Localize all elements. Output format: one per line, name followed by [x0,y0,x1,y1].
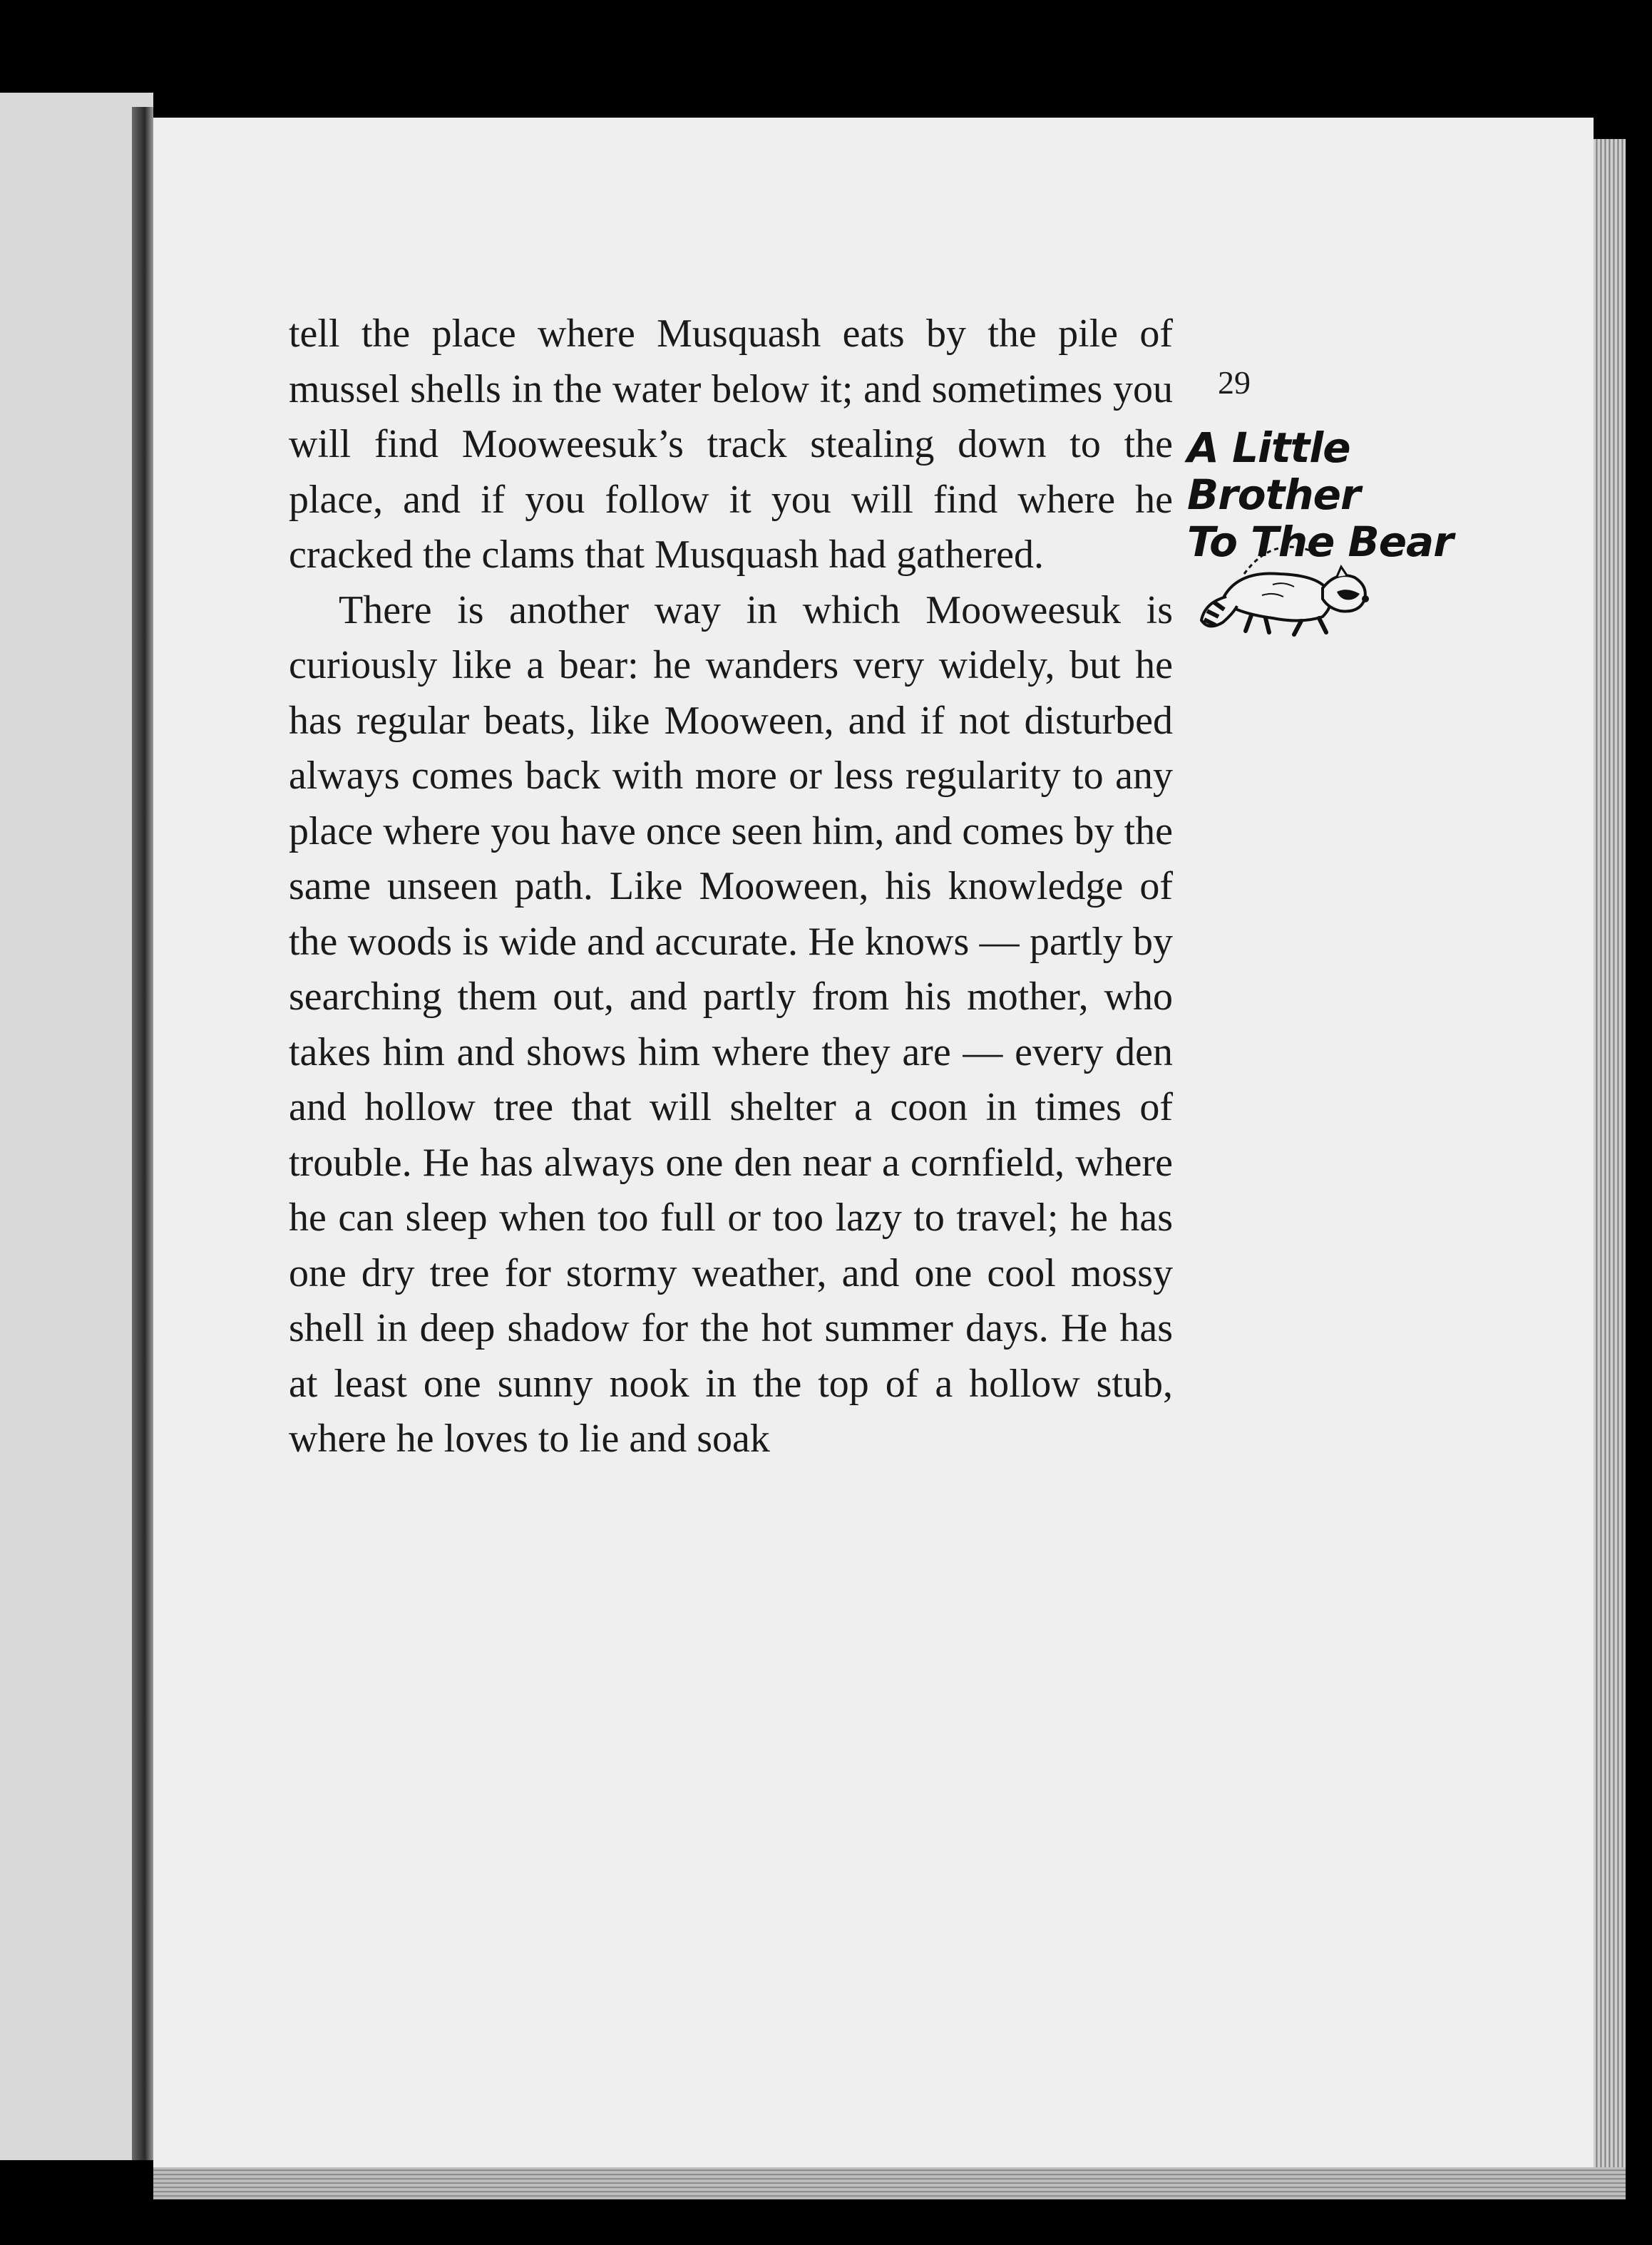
body-text [289,307,1173,1467]
facing-page [0,93,153,2160]
page-stack-edge [1594,139,1626,2185]
raccoon-icon [1194,531,1373,638]
paragraph: There is another way in which Mooweesuk is curiously like a bear: he wanders very widely, but he has regular beats, like Mooween, and if not disturbed always comes back with more or less regularity to any place where you have once seen him, and comes by the same unseen path. Like Mooween, his knowledge of the woods is wide and accurate. He knows — partly by searching them out, and partly from his mother, who takes him and shows him where they are — every den and hollow tree that will shelter a coon in times of trouble. He has always one den near a cornfield, where he can sleep when too full or too lazy to travel; he has one dry tree for stormy weather, and one cool mossy shell in deep shadow for the hot summer days. He has at least one sunny nook in the top of a hollow stub, where he loves to lie and soak [289,587,1173,1461]
page-stack-bottom [153,2167,1626,2199]
running-head: A Little Brother To The Bear [1187,423,1453,566]
page-number: 29 [1218,364,1251,401]
paragraph: tell the place where Musquash eats by the pile of mussel shells in the water below it; and sometimes you will find Mooweesuk’s track stealing down to the place, and if you follow it you will find where he cracked the clams that Musquash had gathered. [289,312,1173,577]
book-gutter [132,107,153,2160]
